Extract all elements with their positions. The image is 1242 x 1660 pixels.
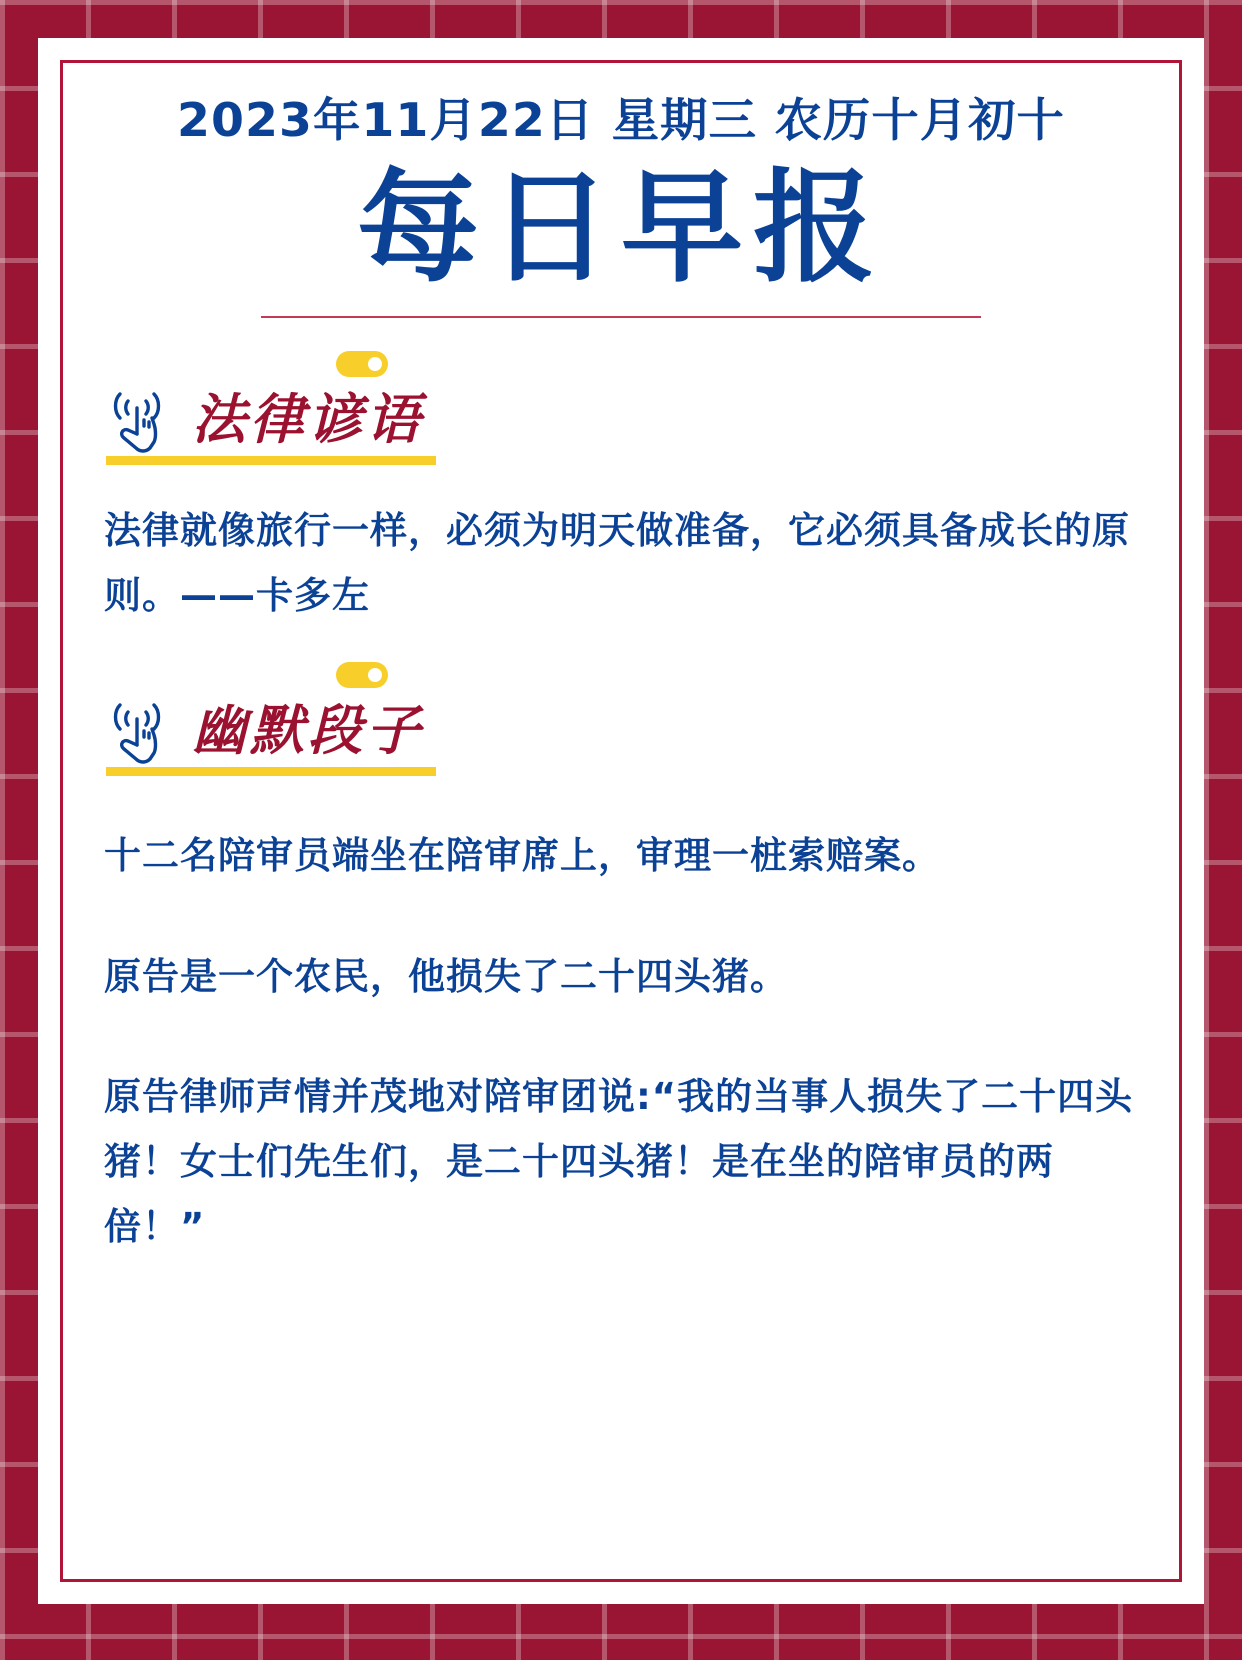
section-humor-joke xyxy=(98,685,1144,1260)
poster-content xyxy=(98,84,1144,1564)
section-header xyxy=(98,685,1144,771)
section-paragraph: 原告律师声情并茂地对陪审团说:“我的当事人损失了二十四头猪！女士们先生们，是二十四头猪！是在坐的陪审员的两倍！” xyxy=(104,1075,1134,1248)
section-paragraph: 十二名陪审员端坐在陪审席上，审理一桩索赔案。 xyxy=(104,833,940,877)
pill-badge-icon xyxy=(336,351,388,377)
section-title-wrap xyxy=(182,688,434,771)
section-title: 幽默段子 xyxy=(192,698,424,762)
hand-tap-icon xyxy=(106,697,168,767)
section-legal-proverb xyxy=(98,374,1144,629)
section-body xyxy=(98,824,1144,1260)
poster-card xyxy=(38,38,1204,1604)
section-title-wrap xyxy=(182,377,434,460)
date-line: 2023年11月22日 星期三 农历十月初十 xyxy=(177,93,1065,147)
pill-badge-icon xyxy=(336,662,388,688)
section-paragraph: 法律就像旅行一样，必须为明天做准备，它必须具备成长的原则。——卡多左 xyxy=(104,509,1130,618)
hand-tap-icon xyxy=(106,386,168,456)
page-title: 每日早报 xyxy=(357,157,885,299)
title-divider xyxy=(261,316,981,318)
section-header xyxy=(98,374,1144,460)
section-paragraph: 原告是一个农民，他损失了二十四头猪。 xyxy=(104,954,788,998)
section-title: 法律谚语 xyxy=(192,388,424,452)
